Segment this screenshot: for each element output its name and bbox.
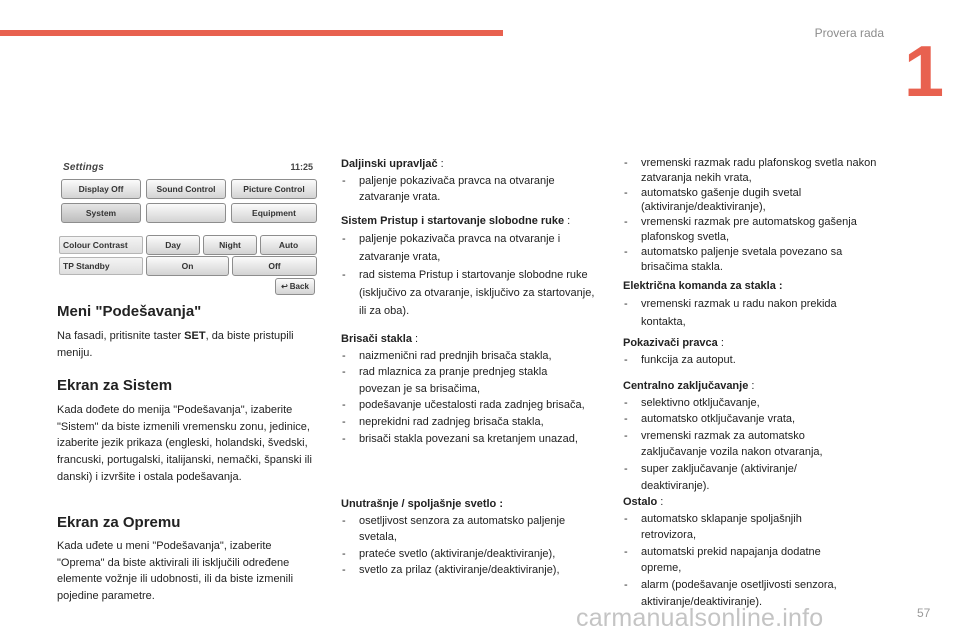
list-item: - alarm (podešavanje osetljivosti senzora, aktiviranje/deaktiviranje). xyxy=(623,577,883,610)
list-item: - automatsko gašenje dugih svetal (aktiviranje/deaktiviranje), xyxy=(623,186,863,216)
settings-screen-title: Settings xyxy=(63,162,105,173)
elektricna-section xyxy=(623,278,885,331)
daljinski-heading: Daljinski upravljač xyxy=(341,158,438,170)
pristup-section: Sistem Pristup i startovanje slobodne ruke : - paljenje pokazivača pravca na otvaranje i zatvaranje vrata, - rad sistema Pristup i startovanje slobodne ruke (isključivo za otvaranje, isključivo za startovanje, ili za oba). xyxy=(341,213,603,320)
list-item: - rad sistema Pristup i startovanje slobodne ruke (isključivo za otvaranje, isključivo za startovanje, ili za oba). xyxy=(341,266,603,320)
list-item: - vremenski razmak u radu nakon prekida kontakta, xyxy=(623,295,878,331)
section-title: Provera rada xyxy=(814,26,884,40)
svetlo-heading: Unutrašnje / spoljašnje svetlo : xyxy=(341,498,503,510)
sound-control-button[interactable]: Sound Control xyxy=(146,179,226,199)
ostalo-section: Ostalo : - automatsko sklapanje spoljašnjih retrovizora, - automatski prekid napajanja dodatne opreme, - alarm (podešavanje osetljivosti senzora, aktiviranje/deaktiviranje). xyxy=(623,494,885,610)
list-item: - funkcija za autoput. xyxy=(623,352,885,369)
chapter-number: 1 xyxy=(904,32,945,112)
list-item: - osetljivost senzora za automatsko paljenje svetala, xyxy=(341,513,603,546)
brisaci-heading: Brisači stakla xyxy=(341,333,412,345)
pokazivaci-heading: Pokazivači pravca xyxy=(623,337,718,349)
meni-paragraph: Na fasadi, pritisnite taster SET, da biste pristupili meniju. xyxy=(57,330,294,359)
list-item: - automatsko sklapanje spoljašnjih retrovizora, xyxy=(623,511,853,544)
list-item: - automatsko otključavanje vrata, xyxy=(623,411,885,428)
centralno-heading: Centralno zaključavanje xyxy=(623,380,749,392)
standby-off-button[interactable]: Off xyxy=(232,256,317,276)
pristup-heading: Sistem Pristup i startovanje slobodne ruke xyxy=(341,215,565,227)
list-item: - rad mlaznica za pranje prednjeg stakla povezan je sa brisačima, xyxy=(341,364,586,397)
contrast-auto-button[interactable]: Auto xyxy=(260,235,317,255)
equipment-button[interactable]: Equipment xyxy=(231,203,317,223)
colour-contrast-label: Colour Contrast xyxy=(59,236,143,254)
brisaci-section: Brisači stakla : - naizmenični rad prednjih brisača stakla, - rad mlaznica za pranje prednjeg stakla povezan je sa brisačima, - podešavanje učestalosti rada zadnjeg brisača, - neprekidni rad zadnjeg brisača stakla, - brisači stakla povezani sa kretanjem unazad, xyxy=(341,331,603,447)
picture-control-button[interactable]: Picture Control xyxy=(231,179,317,199)
elektricna-heading: Električna komanda za stakla : xyxy=(623,280,783,292)
list-item: - prateće svetlo (aktiviranje/deaktiviranje), xyxy=(341,546,603,563)
list-item: - podešavanje učestalosti rada zadnjeg brisača, xyxy=(341,397,586,414)
list-item: - svetlo za prilaz (aktiviranje/deaktiviranje), xyxy=(341,562,603,579)
sistem-heading: Ekran za Sistem xyxy=(57,377,173,394)
list-item: - automatsko paljenje svetala povezano sa brisačima stakla. xyxy=(623,245,885,275)
back-arrow-icon: ↩ xyxy=(281,282,288,291)
list-item: - neprekidni rad zadnjeg brisača stakla, xyxy=(341,414,603,431)
sistem-paragraph: Kada dođete do menija "Podešavanja", izaberite "Sistem" da biste izmenili vremensku zonu, jedinice, izaberite jezik prikaza (engleski, holandski, švedski, francuski, portugalski, italijanski, nemački, španski ili danski) i izvršite i ostala podešavanja. xyxy=(57,404,312,483)
meni-heading: Meni "Podešavanja" xyxy=(57,303,202,320)
list-item: - brisači stakla povezani sa kretanjem unazad, xyxy=(341,431,586,448)
list-item: - vremenski razmak pre automatskog gašenja plafonskog svetla, xyxy=(623,215,863,245)
list-item: - naizmenični rad prednjih brisača stakla, xyxy=(341,348,603,365)
header-accent-bar xyxy=(0,30,503,36)
list-item: - selektivno otključavanje, xyxy=(623,395,885,412)
contrast-day-button[interactable]: Day xyxy=(146,235,200,255)
system-button[interactable]: System xyxy=(61,203,141,223)
page-number: 57 xyxy=(917,606,931,620)
empty-button[interactable] xyxy=(146,203,226,223)
plafon-list xyxy=(623,156,885,274)
list-item: - paljenje pokazivača pravca na otvaranje i zatvaranje vrata, xyxy=(341,230,603,266)
ostalo-heading: Ostalo xyxy=(623,496,658,508)
settings-screen-clock: 11:25 xyxy=(290,162,313,172)
opremu-paragraph: Kada uđete u meni "Podešavanja", izaberite "Oprema" da biste aktivirali ili isključili određene elemente vožnje ili udobnosti, ili da biste izmenili pojedine parametre. xyxy=(57,540,294,603)
centralno-section: Centralno zaključavanje : - selektivno otključavanje, - automatsko otključavanje vrata, - vremenski razmak za automatsko zaključavanje vozila nakon otvaranja, - super zaključavanje (aktiviranje/ deaktiviranje). xyxy=(623,378,885,494)
settings-screenshot xyxy=(57,152,321,298)
pokazivaci-section: Pokazivači pravca : - funkcija za autoput. xyxy=(623,335,885,368)
list-item: - vremenski razmak za automatsko zaključavanje vozila nakon otvaranja, xyxy=(623,428,863,461)
tp-standby-label: TP Standby xyxy=(59,257,143,275)
back-button-label: Back xyxy=(289,282,309,291)
display-off-button[interactable]: Display Off xyxy=(61,179,141,199)
list-item: - automatski prekid napajanja dodatne opreme, xyxy=(623,544,853,577)
list-item: - vremenski razmak radu plafonskog svetla nakon zatvaranja nekih vrata, xyxy=(623,156,878,186)
standby-on-button[interactable]: On xyxy=(146,256,229,276)
svetlo-section xyxy=(341,496,603,579)
watermark: carmanualsonline.info xyxy=(576,604,824,632)
daljinski-section: Daljinski upravljač : - paljenje pokazivača pravca na otvaranje zatvaranje vrata. xyxy=(341,156,603,206)
contrast-night-button[interactable]: Night xyxy=(203,235,257,255)
opremu-heading: Ekran za Opremu xyxy=(57,514,181,531)
back-button[interactable] xyxy=(275,278,315,295)
list-item: - super zaključavanje (aktiviranje/ deaktiviranje). xyxy=(623,461,848,494)
list-item: - paljenje pokazivača pravca na otvaranje zatvaranje vrata. xyxy=(341,173,581,206)
